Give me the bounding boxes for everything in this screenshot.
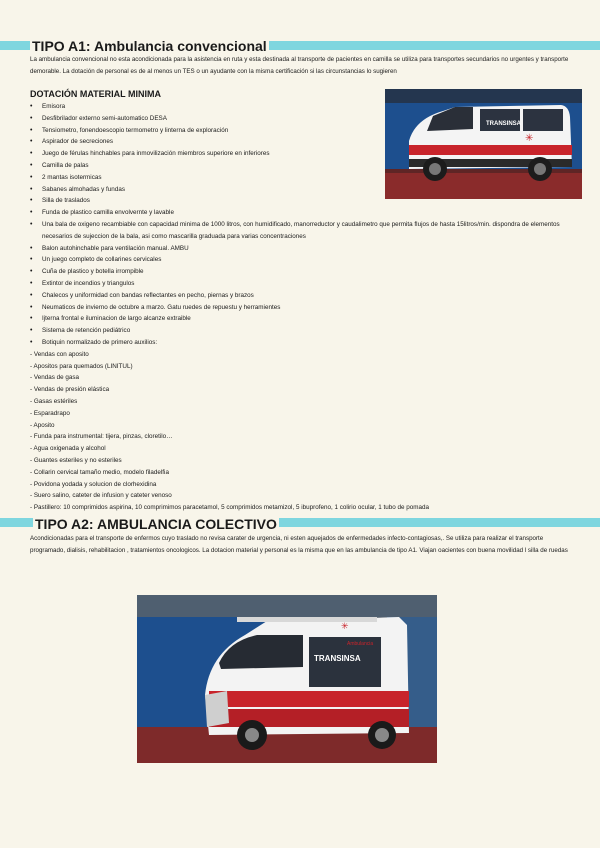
- kit-item: - Povidona yodada y solucion de clorhexidina: [30, 480, 157, 488]
- list-item: • Un juego completo de collarines cervicales: [30, 254, 562, 266]
- kit-item: - Agua oxigenada y alcohol: [30, 445, 106, 453]
- svg-text:✳: ✳: [525, 133, 534, 144]
- list-item: • Balon autohinchable para ventilación manual. AMBU: [30, 243, 562, 255]
- list-item: • Juego de férulas hinchables para inmovilización miembros superiore en inferiores: [30, 148, 562, 160]
- list-item: • Neumaticos de invierno de octubre a marzo. Gatu ruedes de repuestu y herramientes: [30, 302, 562, 314]
- kit-item: - Guantes esteriles y no esteriles: [30, 456, 122, 464]
- section-a2-intro: Acondicionadas para el transporte de enfermos cuyo traslado no revisa carater de urgencia, ni esten aquejados de enfermedades infecto-contagiosas,. Se utiliza para realizar el transporte programado, dialisis, rehabilitacion , tratamientos oncologicos. La dotacion material y personal es la misma que en las ambulancia de tipo A1. Viajan oacientes con buena movilidad l silla de ruedas: [30, 535, 568, 554]
- ambulance-a2-photo: [137, 595, 437, 763]
- list-item: • Desfibrilador externo semi-automatico DESA: [30, 113, 562, 125]
- list-item: • Sabanes almohadas y fundas: [30, 184, 562, 196]
- list-item: • Extintor de incendios y triangulos: [30, 278, 562, 290]
- section-a2-title: TIPO A2: AMBULANCIA COLECTIVO: [35, 516, 277, 532]
- list-item: • Chalecos y uniformidad con bandas reflectantes en pecho, piernas y brazos: [30, 290, 562, 302]
- kit-item: - Aposito: [30, 421, 55, 429]
- list-item: • Camilla de palas: [30, 160, 562, 172]
- svg-text:✳: ✳: [341, 622, 349, 632]
- section-a1-intro: La ambulancia convencional no esta acondicionada para la asistencia en ruta y esta destinada al transporte de pacientes en camilla se utiliza para transportes secundarios no urgentes y transporte demorable. La dotación de personal es de al menos un TES o un ayudante con la misma certificación si las circunstancias lo sugieren: [30, 56, 569, 75]
- list-item: • 2 mantas isotermicas: [30, 172, 562, 184]
- kit-item: - Collarin cervical tamaño medio, modelo filadelfia: [30, 468, 169, 476]
- list-item: • Aspirador de secreciones: [30, 136, 562, 148]
- kit-item: - Suero salino, cateter de infusion y cateter venoso: [30, 492, 172, 500]
- list-item: • Sistema de retención pediátrico: [30, 325, 562, 337]
- list-item: • Ijterna frontal e iluminacion de largo alcanze extraible: [30, 313, 562, 325]
- section-a1-title: TIPO A1: Ambulancia convencional: [32, 38, 267, 54]
- list-item: • Una bala de oxigeno recambiable con capacidad minima de 1000 litros, con humidificado, manorreductor y caudalimetro que permita flujos de hasta 15litros/min. dispondra de elementos necesarios de sujeccion de la bala, asi como mascarilla graduada para varias concentraciones: [30, 219, 562, 243]
- kit-item: - Esparadrapo: [30, 409, 70, 417]
- van-label-text: Ambulancia: [347, 641, 374, 647]
- kit-item: - Pastillero: 10 comprimidos aspirina, 10 comprimimos paracetamol, 5 comprimidos metamizol, 5 ibuprofeno, 1 colirio ocular, 1 tubo de pomada: [30, 504, 429, 512]
- list-item: • Silla de traslados: [30, 195, 562, 207]
- kit-item: - Vendas de gasa: [30, 374, 80, 382]
- list-item: • Cuña de plastico y botella irrompible: [30, 266, 562, 278]
- kit-item: - Gasas estériles: [30, 397, 78, 405]
- ambulance-a1-photo: [385, 89, 582, 199]
- kit-item: - Funda para instrumental: tijera, pinzas, cloretilo…: [30, 433, 173, 441]
- kit-item: - Apositos para quemados (LINITUL): [30, 362, 133, 370]
- van-brand-text: TRANSINSA: [486, 121, 522, 127]
- list-item: • Emisora: [30, 101, 562, 113]
- list-item: • Tensiometro, fonendoescopio termometro y linterna de exploración: [30, 125, 562, 137]
- list-item: • Botiquin normalizado de primero auxilios:: [30, 337, 562, 349]
- list-item: • Funda de plastico camilla envolvernte y lavable: [30, 207, 562, 219]
- equipment-subtitle: DOTACIÓN MATERIAL MINIMA: [30, 89, 161, 99]
- van-brand-text: TRANSINSA: [314, 654, 361, 663]
- kit-item: - Vendas de presión elástica: [30, 386, 110, 394]
- kit-item: - Vendas con aposito: [30, 350, 89, 358]
